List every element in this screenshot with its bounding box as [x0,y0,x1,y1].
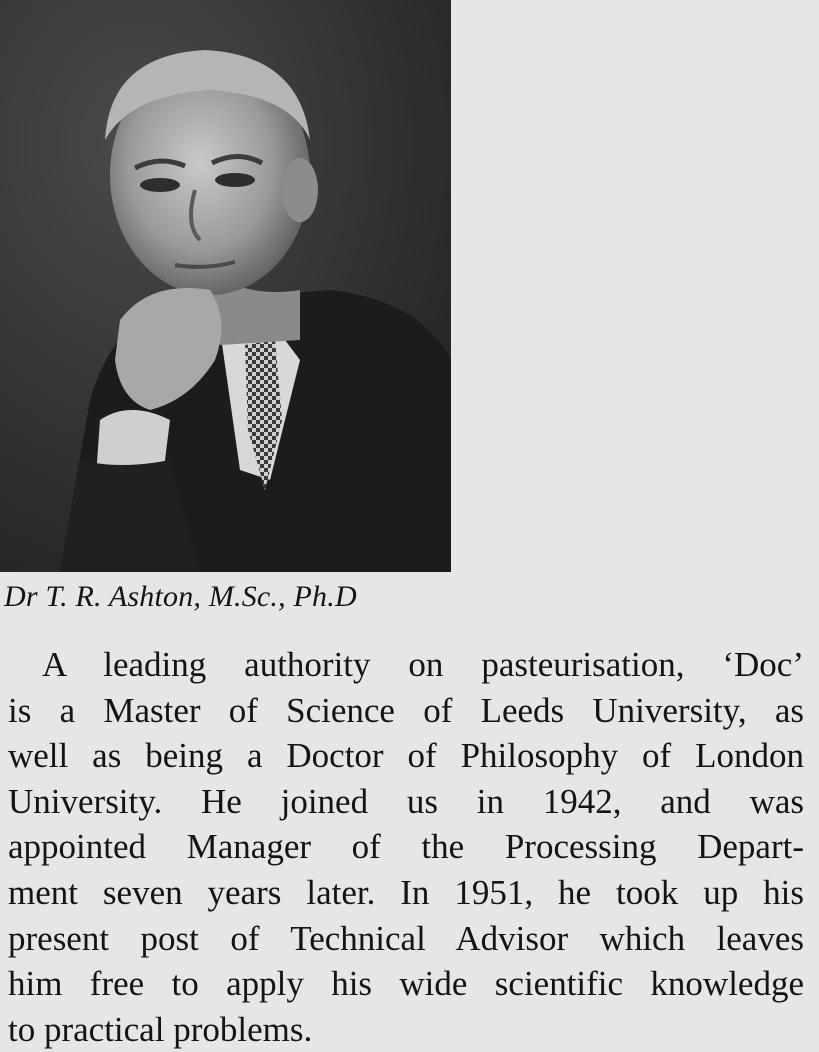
bio-line: ment seven years later. In 1951, he took up his [8,872,804,912]
bio-line: A leading authority on pasteurisation, ‘Doc’ [42,645,804,684]
photo-caption: Dr T. R. Ashton, M.Sc., Ph.D [4,580,357,613]
biography-paragraph [8,642,804,1052]
portrait-image [0,0,451,572]
bio-line: to practical problems. [8,1009,313,1049]
portrait-photo [0,0,451,572]
bio-line: University. He joined us in 1942, and was [8,781,804,821]
bio-line: well as being a Doctor of Philosophy of London [8,736,804,776]
bio-line: present post of Technical Advisor which leaves [8,918,804,958]
bio-line: him free to apply his wide scientific knowledge [8,964,804,1004]
bio-line: appointed Manager of the Processing Depart- [8,827,804,867]
bio-line: is a Master of Science of Leeds University, as [8,690,804,730]
